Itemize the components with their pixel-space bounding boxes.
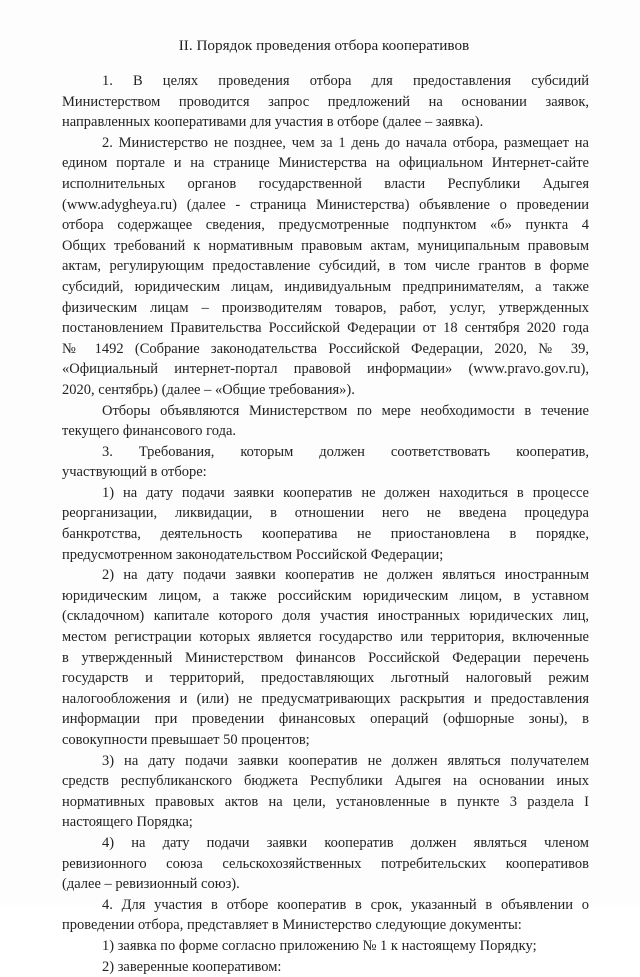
text-line: физическим лицам – производителям товаров, работ, услуг, утвержденных [62,299,589,316]
text-line: 3. Требования, которым должен соответствовать кооператив, [102,443,589,460]
text-line: предусмотренном законодательством Российской Федерации; [62,546,444,563]
text-line: местом регистрации которых является государство или территория, включенные [62,629,589,646]
text-line: 1) на дату подачи заявки кооператив не должен находиться в процессе [102,484,589,501]
text-line: 4) на дату подачи заявки кооператив должен являться членом [102,834,589,851]
text-line: (www.adygheya.ru) (далее - страница Министерства) объявление о проведении [62,196,589,213]
text-line: Министерством проводится запрос предложений на основании заявок, [62,93,589,110]
text-line: настоящего Порядка; [62,814,193,831]
text-line: налогообложения и (или) не предусматривающих раскрытия и предоставления [62,690,589,707]
text-line: ревизионного союза сельскохозяйственных потребительских кооперативов [62,855,589,872]
section-title: II. Порядок проведения отбора кооперативов [178,37,470,54]
text-line: 2) на дату подачи заявки кооператив не должен являться иностранным [102,567,589,584]
text-line: 1) заявка по форме согласно приложению № 1 к настоящему Порядку; [102,937,537,954]
text-line: в утвержденный Министерством финансов Российской Федерации перечень [62,649,589,666]
text-line: средств республиканского бюджета Республики Адыгея на основании иных [62,773,589,790]
text-line: «Официальный интернет-портал правовой информации» (www.pravo.gov.ru), [62,361,589,378]
text-line: актам, регулирующим предоставление субсидий, в том числе грантов в форме [62,258,589,275]
text-line: совокупности превышает 50 процентов; [62,732,310,748]
text-line: постановлением Правительства Российской Федерации от 18 сентября 2020 года [62,320,589,337]
text-line: реорганизации, ликвидации, в отношении него не введена процедура [62,505,589,522]
document-body [62,71,589,977]
text-line: проведении отбора, представляет в Министерство следующие документы: [62,917,522,934]
text-line: 1. В целях проведения отбора для предоставления субсидий [102,73,589,89]
text-line: (складочном) капитале которого доля участия иностранных юридических лиц, [62,608,589,625]
text-line: (далее – ревизионный союз). [62,876,240,893]
text-line: 3) на дату подачи заявки кооператив не должен являться получателем [102,752,589,769]
text-line: № 1492 (Собрание законодательства Российской Федерации, 2020, № 39, [62,340,589,357]
text-line: Отборы объявляются Министерством по мере необходимости в течение [102,402,589,419]
text-line: направленных кооперативами для участия в отборе (далее – заявка). [62,114,484,131]
text-line: едином портале и на странице Министерства на официальном Интернет-сайте [62,155,589,172]
text-line: юридическим лицом, а также российским юридическим лицом, в уставном [62,587,589,604]
text-line: исполнительных органов государственной власти Республики Адыгея [62,175,589,192]
text-line: текущего финансового года. [62,423,237,440]
text-line: 2. Министерство не позднее, чем за 1 день до начала отбора, размещает на [102,134,589,151]
text-line: нормативных правовых актов на цели, установленные в пункте 3 раздела I [62,793,589,810]
text-line: государств и территорий, предоставляющих льготный налоговый режим [62,670,589,687]
text-line: 2) заверенные кооперативом: [102,958,282,975]
text-line: 2020, сентябрь) (далее – «Общие требования»). [62,381,355,398]
text-line: Общих требований к нормативным правовым актам, муниципальным правовым [62,237,589,254]
text-line: субсидий, юридическим лицам, индивидуальным предпринимателям, а также [62,278,589,295]
text-line: отбора содержащее сведения, предусмотренные подпунктом «б» пункта 4 [62,217,589,234]
text-line: 4. Для участия в отборе кооператив в срок, указанный в объявлении о [102,896,589,913]
text-line: участвующий в отборе: [62,464,207,481]
text-line: банкротства, деятельность кооператива не приостановлена в порядке, [62,526,589,543]
text-line: информации при проведении финансовых операций (офшорные зоны), в [62,711,589,728]
